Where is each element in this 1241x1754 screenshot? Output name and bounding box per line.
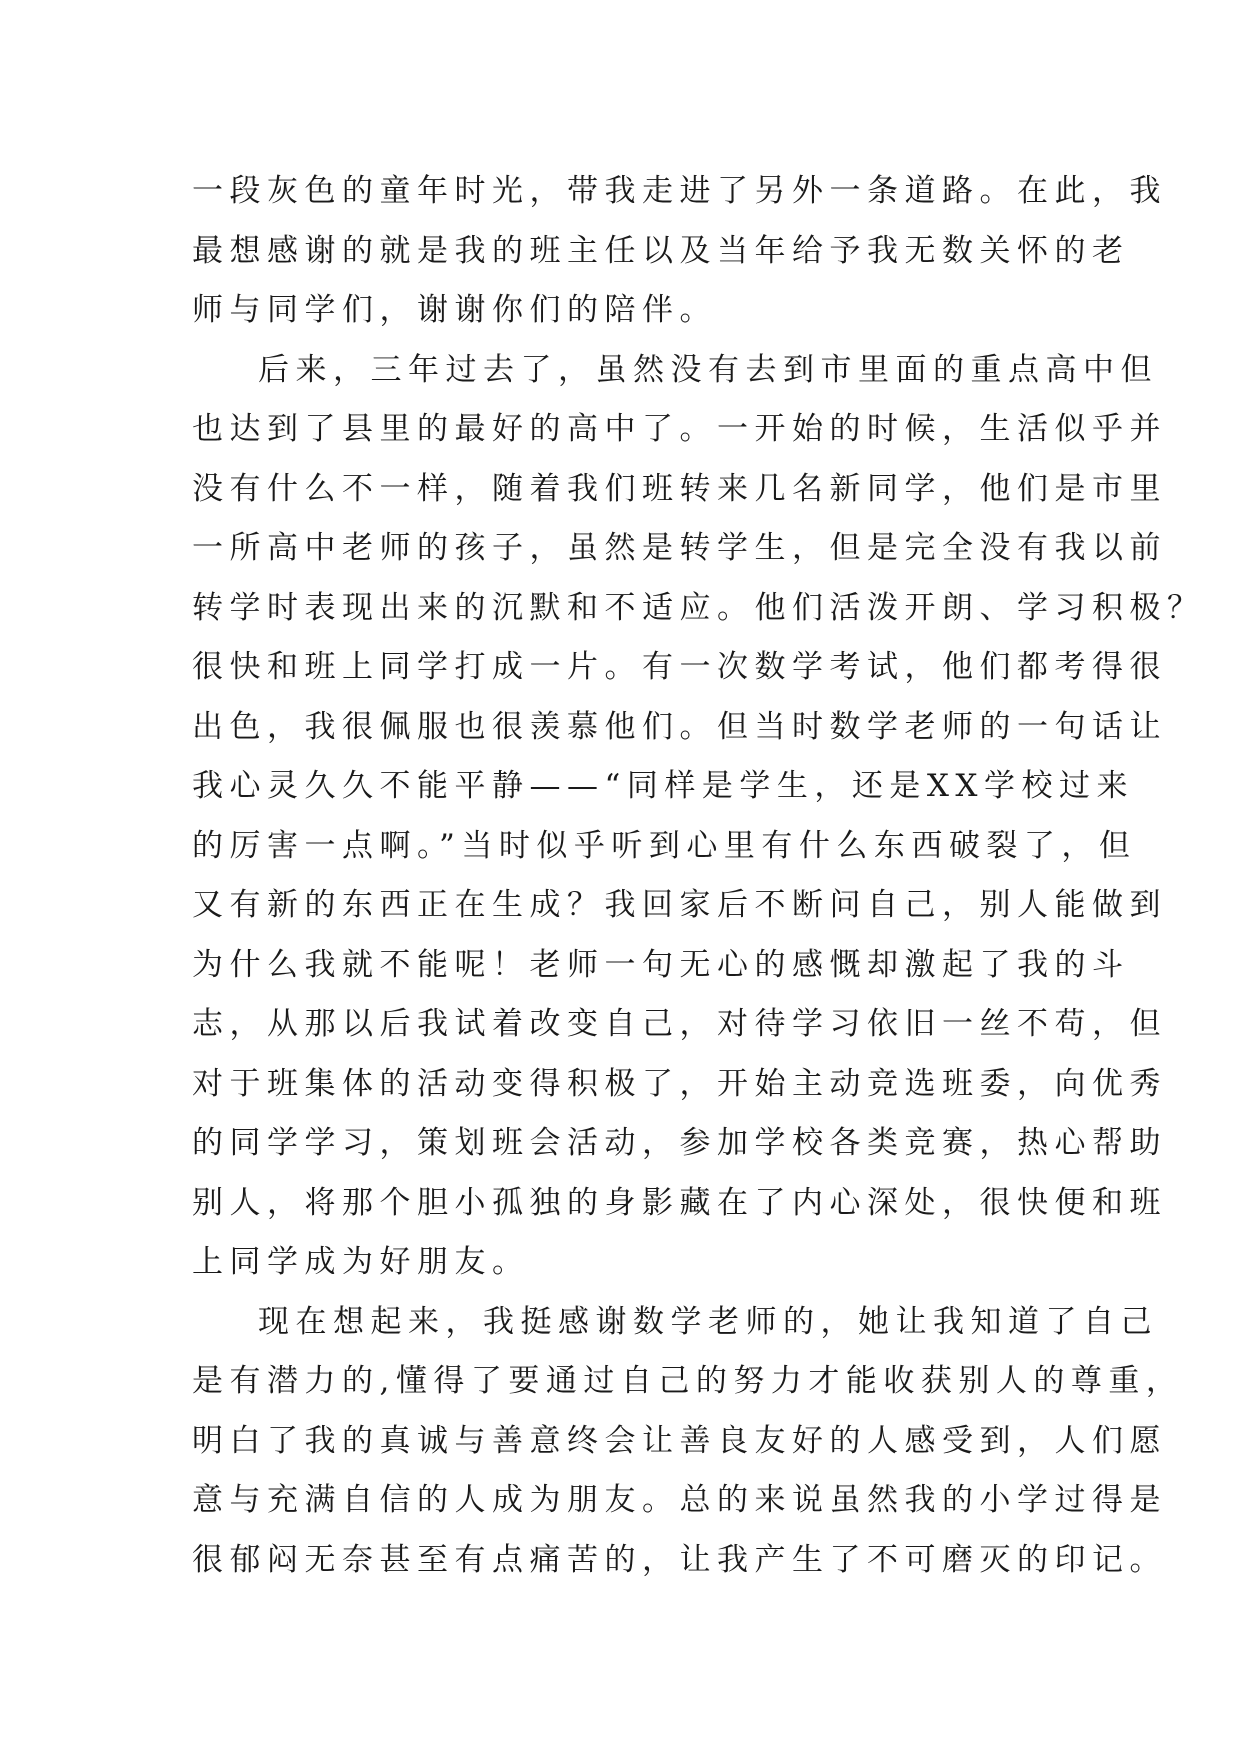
text-line: 一所高中老师的孩子，虽然是转学生，但是完全没有我以前 — [192, 530, 1167, 566]
text-line: 很郁闷无奈甚至有点痛苦的，让我产生了不可磨灭的印记。 — [192, 1541, 1167, 1578]
text-line: 的同学学习，策划班会活动，参加学校各类竞赛，热心帮助 — [192, 1125, 1167, 1161]
text-line: 没有什么不一样，随着我们班转来几名新同学，他们是市里 — [192, 470, 1167, 507]
text-line: 对于班集体的活动变得积极了，开始主动竞选班委，向优秀 — [192, 1065, 1167, 1102]
text-line: 明白了我的真诚与善意终会让善良友好的人感受到，人们愿 — [192, 1422, 1167, 1459]
text-line: 也达到了县里的最好的高中了。一开始的时候，生活似乎并 — [192, 411, 1167, 447]
text-line: 师与同学们，谢谢你们的陪伴。 — [192, 292, 717, 328]
text-line: 为什么我就不能呢！老师一句无心的感慨却激起了我的斗 — [192, 946, 1130, 983]
text-line: 现在想起来，我挺感谢数学老师的，她让我知道了自己 — [258, 1303, 1158, 1340]
text-line: 最想感谢的就是我的班主任以及当年给予我无数关怀的老 — [192, 232, 1130, 269]
text-line: 一段灰色的童年时光，带我走进了另外一条道路。在此，我 — [192, 173, 1167, 209]
text-line: 志，从那以后我试着改变自己，对待学习依旧一丝不苟，但 — [192, 1006, 1167, 1042]
text-line: 后来，三年过去了，虽然没有去到市里面的重点高中但 — [258, 351, 1158, 388]
body-text — [192, 162, 1205, 1590]
text-line: 很快和班上同学打成一片。有一次数学考试，他们都考得很 — [192, 649, 1167, 685]
text-line: 又有新的东西正在生成？我回家后不断问自己，别人能做到 — [192, 887, 1167, 923]
text-line: 是有潜力的,懂得了要通过自己的努力才能收获别人的尊重， — [192, 1363, 1184, 1399]
text-line: 别人，将那个胆小孤独的身影藏在了内心深处，很快便和班 — [192, 1184, 1167, 1221]
text-line: 转学时表现出来的沉默和不适应。他们活泼开朗、学习积极？ — [192, 589, 1205, 626]
text-line: 的厉害一点啊。”当时似乎听到心里有什么东西破裂了，但 — [192, 827, 1137, 864]
paragraph-2 — [192, 341, 1205, 1293]
text-line: 出色，我很佩服也很羡慕他们。但当时数学老师的一句话让 — [192, 708, 1167, 745]
text-line: 意与充满自信的人成为朋友。总的来说虽然我的小学过得是 — [192, 1482, 1167, 1518]
text-line: 我心灵久久不能平静——“同样是学生，还是XX学校过来 — [192, 768, 1134, 804]
text-line: 上同学成为好朋友。 — [192, 1244, 530, 1280]
paragraph-3 — [192, 1293, 1184, 1591]
paragraph-1 — [192, 162, 1167, 341]
